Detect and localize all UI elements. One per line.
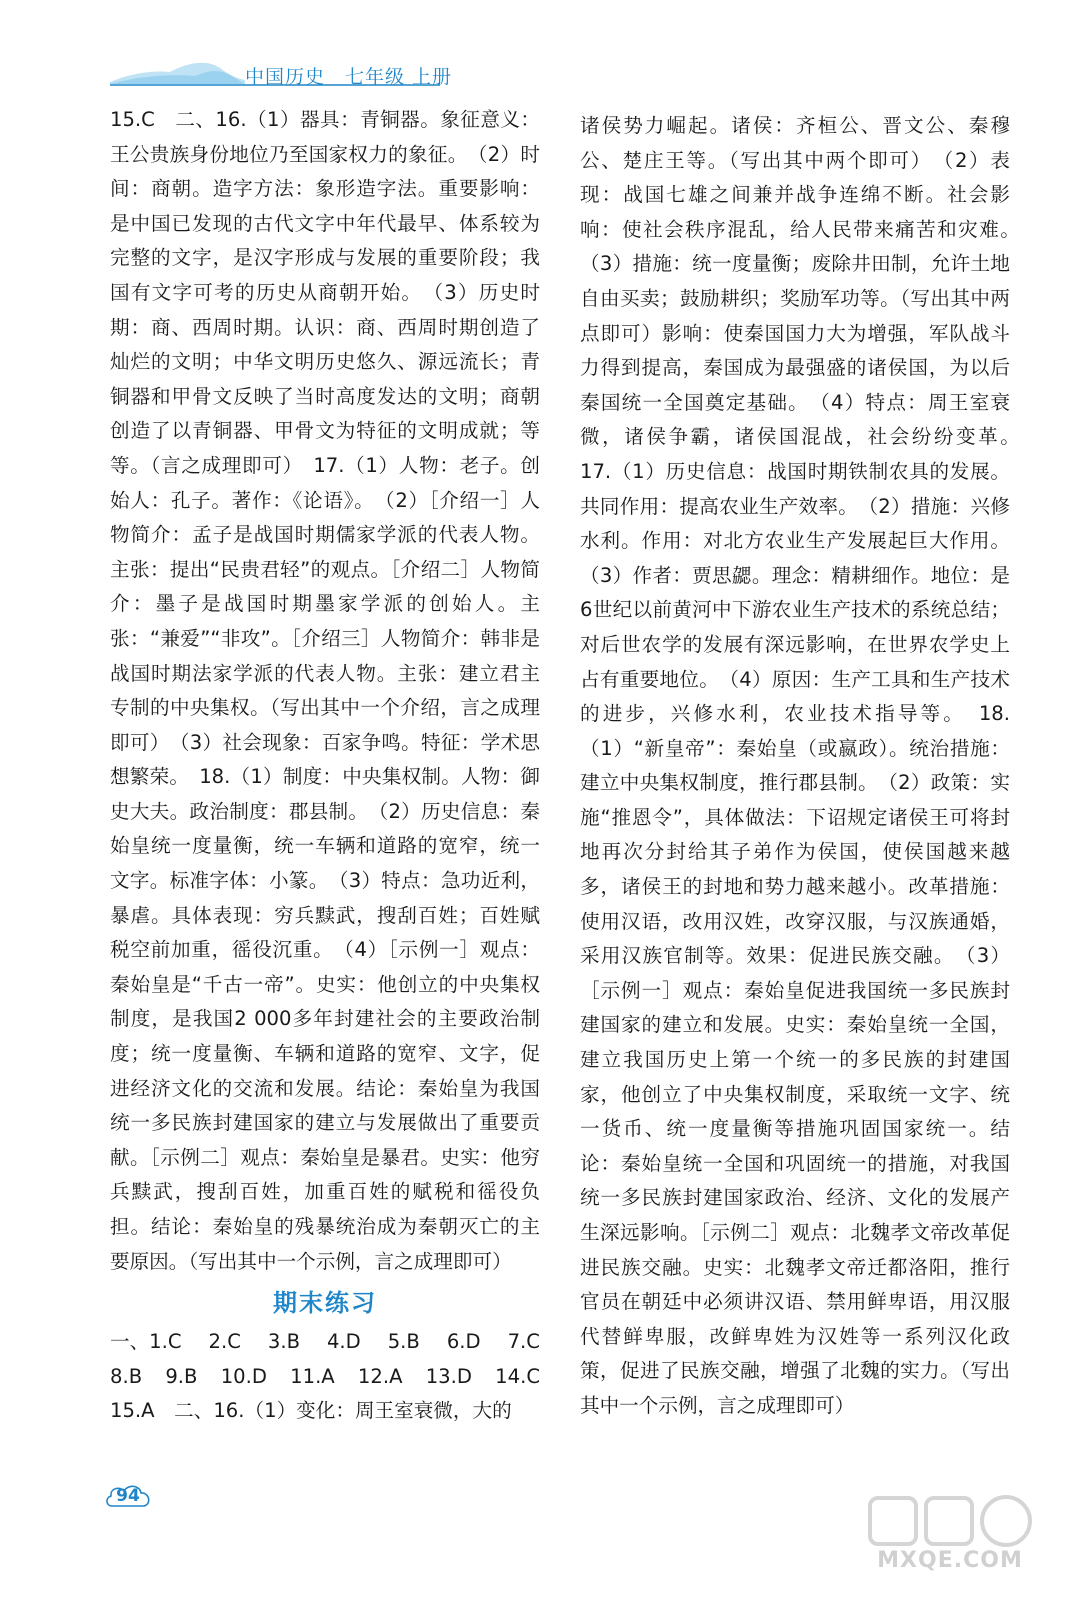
mc-answer: 9.B	[165, 1364, 198, 1388]
mc-answer: 5.B	[387, 1330, 420, 1354]
mc-answer: 6.D	[446, 1330, 481, 1354]
mc-answer: 12.A	[357, 1364, 403, 1388]
answer-paragraph-right: 诸侯势力崛起。诸侯：齐桓公、晋文公、秦穆公、楚庄王等。（写出其中两个即可） （2）表现：战国七雄之间兼并战争连绵不断。社会影响：使社会秩序混乱，给人民带来痛苦和灾难。 （3）措施：统一度量衡；废除井田制，允许土地自由买卖；鼓励耕织；奖励军功等。（写出其中两点即可）影响：使秦国国力大为增强，军队战斗力得到提高，秦国成为最强盛的诸侯国，为以后秦国统一全国奠定基础。 （4）特点：周王室衰微，诸侯争霸，诸侯国混战，社会纷纷变革。 17.（1）历史信息：战国时期铁制农具的发展。共同作用：提高农业生产效率。 （2）措施：兴修水利。作用：对北方农业生产发展起巨大作用。（3）作者：贾思勰。理念：精耕细作。地位：是6世纪以前黄河中下游农业生产技术的系统总结；对后世农学的发展有深远影响，在世界农学史上占有重要地位。 （4）原因：生产工具和生产技术的进步，兴修水利，农业技术指导等。 18.（1）“新皇帝”：秦始皇（或嬴政）。统治措施：建立中央集权制度，推行郡县制。 （2）政策：实施“推恩令”，具体做法：下诏规定诸侯王可将封地再次分封给其子弟作为侯国，使侯国越来越多，诸侯王的封地和势力越来越小。改革措施：使用汉语，改用汉姓，改穿汉服，与汉族通婚，采用汉族官制等。效果：促进民族交融。 （3）［示例一］观点：秦始皇促进我国统一多民族封建国家的建立和发展。史实：秦始皇统一全国，建立我国历史上第一个统一的多民族的封建国家，他创立了中央集权制度，采取统一文字、统一货币、统一度量衡等措施巩固国家统一。结论：秦始皇统一全国和巩固统一的措施，对我国统一多民族封建国家政治、经济、文化的发展产生深远影响。［示例二］观点：北魏孝文帝改革促进民族交融。史实：北魏孝文帝迁都洛阳，推行官员在朝廷中必须讲汉语、禁用鲜卑语，用汉服代替鲜卑服，改鲜卑姓为汉姓等一系列汉化政策，促进了民族交融，增强了北魏的实力。（写出其中一个示例，言之成理即可）	[580, 114, 1030, 1417]
mc-answer: 10.D	[220, 1364, 267, 1388]
mc-answer: 11.A	[290, 1364, 335, 1388]
page-number-badge	[104, 1482, 152, 1510]
page-header	[110, 52, 550, 92]
mc-answer: 13.D	[425, 1364, 472, 1388]
answer-paragraph-left: 15.C 二、16.（1）器具：青铜器。象征意义：王公贵族身份地位乃至国家权力的象征。 （2）时间：商朝。造字方法：象形造字法。重要影响：是中国已发现的古代文字中年代最早、体系较为完整的文字，是汉字形成与发展的重要阶段；我国有文字可考的历史从商朝开始。 （3）历史时期：商、西周时期。认识：商、西周时期创造了灿烂的文明；中华文明历史悠久、源远流长；青铜器和甲骨文反映了当时高度发达的文明；商朝创造了以青铜器、甲骨文为特征的文明成就；等等。（言之成理即可） 17.（1）人物：老子。创始人：孔子。著作：《论语》。 （2）［介绍一］人物简介：孟子是战国时期儒家学派的代表人物。主张：提出“民贵君轻”的观点。［介绍二］人物简介：墨子是战国时期墨家学派的创始人。主张：“兼爱”“非攻”。［介绍三］人物简介：韩非是战国时期法家学派的代表人物。主张：建立君主专制的中央集权。（写出其中一个介绍，言之成理即可） （3）社会现象：百家争鸣。特征：学术思想繁荣。 18.（1）制度：中央集权制。人物：御史大夫。政治制度：郡县制。 （2）历史信息：秦始皇统一度量衡，统一车辆和道路的宽窄，统一文字。标准字体：小篆。 （3）特点：急功近利，暴虐。具体表现：穷兵黩武，搜刮百姓；百姓赋税空前加重，徭役沉重。 （4）［示例一］观点：秦始皇是“千古一帝”。史实：他创立的中央集权制度，是我国2 000多年封建社会的主要政治制度；统一度量衡、车辆和道路的宽窄、文字，促进经济文化的交流和发展。结论：秦始皇为我国统一多民族封建国家的建立与发展做出了重要贡献。［示例二］观点：秦始皇是暴君。史实：他穷兵黩武，搜刮百姓，加重百姓的赋税和徭役负担。结论：秦始皇的残暴统治成为秦朝灭亡的主要原因。（写出其中一个示例，言之成理即可）	[110, 108, 540, 1273]
answer-paragraph-left-tail: 15.A 二、16.（1）变化：周王室衰微，大的	[110, 1399, 512, 1423]
watermark-logo-icon	[860, 1490, 1040, 1550]
mc-answer: 2.C	[208, 1330, 241, 1354]
header-title: 中国历史 七年级 上册	[245, 66, 453, 88]
watermark-text: MXQE.COM	[877, 1548, 1023, 1573]
mc-answer: 14.C	[495, 1364, 540, 1388]
mc-answer-row-2	[110, 1360, 540, 1395]
mc-answer: 3.B	[267, 1330, 301, 1354]
mc-answer: 8.B	[110, 1364, 143, 1388]
mc-answer: 7.C	[507, 1330, 540, 1354]
mc-answer-row-1	[110, 1325, 540, 1360]
mc-answer: 一、1.C	[110, 1330, 182, 1354]
watermark	[860, 1490, 1040, 1580]
right-column	[580, 109, 1030, 1424]
mc-answer: 4.D	[326, 1330, 361, 1354]
section-title: 期末练习	[273, 1289, 377, 1318]
page-number: 94	[116, 1486, 140, 1506]
left-column	[110, 103, 540, 1429]
